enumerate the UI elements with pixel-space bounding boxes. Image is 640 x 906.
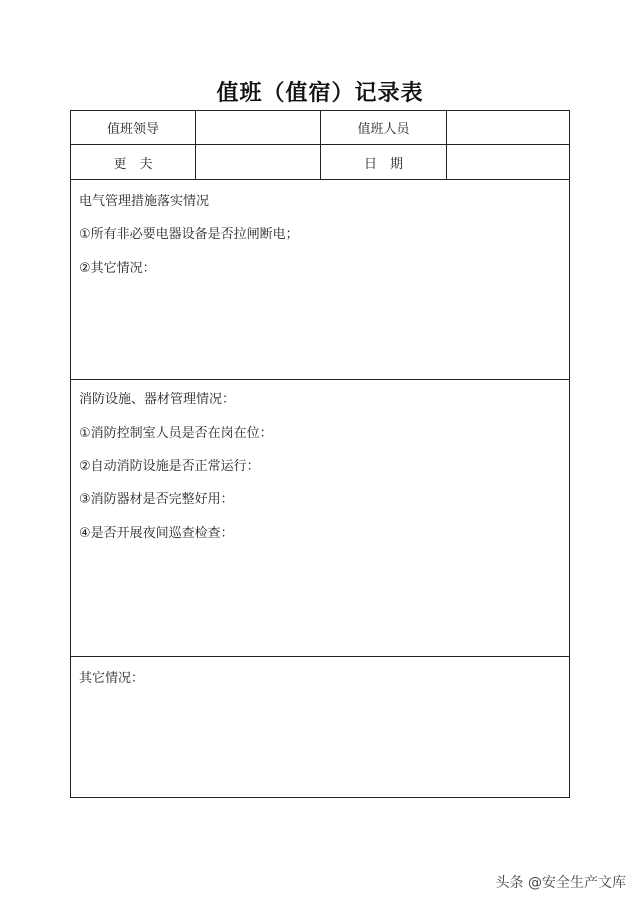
fire-safety-section[interactable] bbox=[71, 380, 569, 657]
fire-item-3: ③消防器材是否完整好用： bbox=[79, 492, 234, 507]
header-row-leader bbox=[71, 111, 569, 145]
electrical-section[interactable] bbox=[71, 180, 569, 380]
other-heading: 其它情况： bbox=[79, 671, 145, 686]
electrical-heading: 电气管理措施落实情况 bbox=[79, 194, 210, 209]
watchman-label: 更 夫 bbox=[71, 145, 196, 179]
date-label: 日 期 bbox=[321, 145, 447, 179]
watchman-field[interactable] bbox=[196, 145, 321, 179]
staff-field[interactable] bbox=[447, 111, 571, 144]
other-section[interactable] bbox=[71, 657, 569, 797]
staff-label: 值班人员 bbox=[321, 111, 447, 144]
fire-item-1: ①消防控制室人员是否在岗在位： bbox=[79, 426, 273, 441]
header-row-watchman bbox=[71, 145, 569, 180]
date-field[interactable] bbox=[447, 145, 571, 179]
fire-item-4: ④是否开展夜间巡查检查： bbox=[79, 526, 234, 541]
page-title: 值班（值宿）记录表 bbox=[216, 81, 424, 106]
electrical-item-2: ②其它情况： bbox=[79, 261, 156, 276]
electrical-item-1: ①所有非必要电器设备是否拉闸断电； bbox=[79, 227, 299, 242]
fire-item-2: ②自动消防设施是否正常运行： bbox=[79, 459, 260, 474]
watermark: 头条 @安全生产文库 bbox=[495, 875, 626, 891]
record-form bbox=[70, 110, 570, 798]
fire-heading: 消防设施、器材管理情况： bbox=[79, 392, 236, 407]
leader-label: 值班领导 bbox=[71, 111, 196, 144]
leader-field[interactable] bbox=[196, 111, 321, 144]
